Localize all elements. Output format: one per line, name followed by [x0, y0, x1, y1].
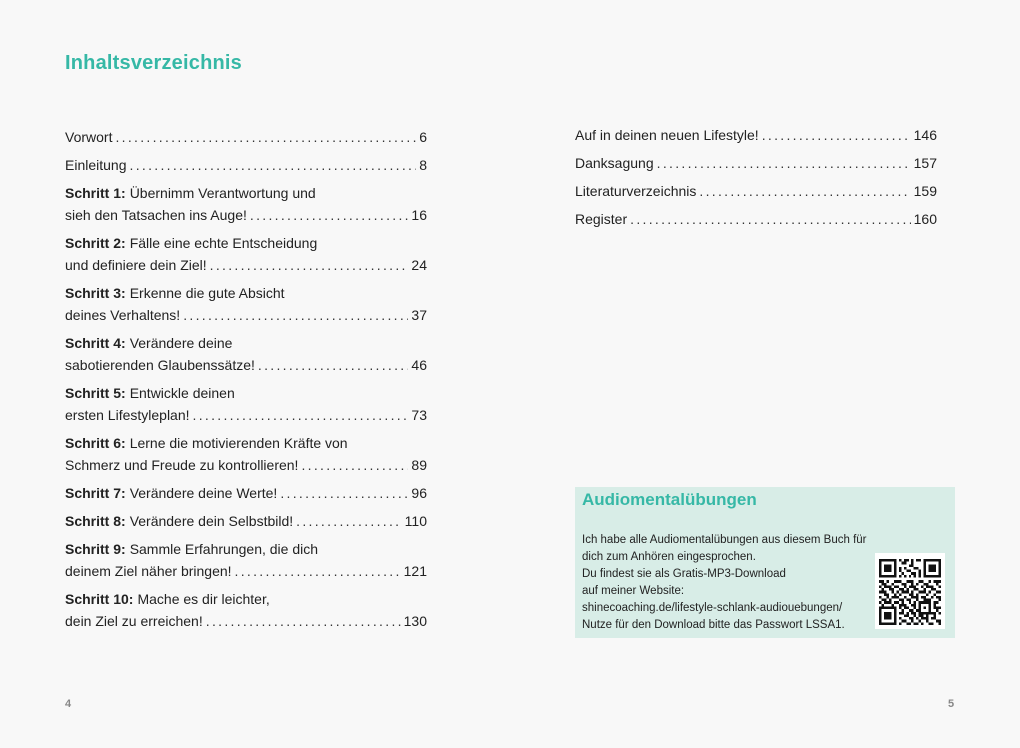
toc-title-text: Schmerz und Freude zu kontrollieren!	[65, 457, 299, 473]
toc-entry[interactable]	[65, 126, 427, 148]
toc-leader-dots	[258, 354, 409, 376]
toc-line	[65, 404, 427, 426]
page-number-right: 5	[948, 698, 955, 710]
audio-text-line: Du findest sie als Gratis-MP3-Download	[582, 568, 786, 580]
toc-entry[interactable]	[65, 510, 427, 532]
toc-leader-dots	[296, 510, 402, 532]
toc-entry[interactable]	[575, 180, 937, 202]
toc-leader-dots	[250, 204, 409, 226]
toc-entry-text	[65, 204, 247, 226]
toc-entry-text	[65, 254, 207, 276]
toc-page-number: 8	[419, 157, 427, 173]
toc-entry-text	[65, 126, 112, 148]
audio-text-line: dich zum Anhören eingesprochen.	[582, 551, 756, 563]
audio-box-title: Audiomentalübungen	[582, 490, 757, 509]
toc-line	[65, 432, 427, 454]
toc-entry[interactable]	[575, 152, 937, 174]
toc-title-text: deinem Ziel näher bringen!	[65, 563, 232, 579]
audio-exercises-box	[575, 487, 955, 638]
toc-step-label: Schritt 9:	[65, 541, 126, 557]
audio-box-text	[582, 532, 867, 634]
toc-leader-dots	[630, 208, 911, 230]
toc-leader-dots	[301, 454, 408, 476]
toc-line	[575, 152, 937, 174]
toc-title-text: Register	[575, 211, 628, 227]
toc-page-number: 159	[913, 183, 937, 199]
toc-entry[interactable]	[65, 332, 427, 376]
toc-title-text: sieh den Tatsachen ins Auge!	[65, 207, 247, 223]
toc-entry-text	[65, 560, 232, 582]
audio-download-link[interactable]: shinecoaching.de/lifestyle-schlank-audiouebungen/	[582, 602, 843, 614]
toc-line	[65, 254, 427, 276]
toc-line	[65, 282, 427, 304]
toc-line	[65, 610, 427, 632]
toc-entry-text	[65, 510, 293, 532]
toc-line	[65, 154, 427, 176]
toc-title-text: Vorwort	[65, 129, 113, 145]
toc-line	[65, 482, 427, 504]
toc-line	[65, 182, 427, 204]
toc-entry-text	[65, 404, 190, 426]
toc-entry[interactable]	[65, 232, 427, 276]
toc-entry[interactable]	[65, 482, 427, 504]
toc-entry[interactable]	[575, 124, 937, 146]
toc-entry-text	[65, 232, 317, 254]
toc-entry[interactable]	[65, 588, 427, 632]
toc-page-number: 46	[411, 357, 427, 373]
toc-title-text: Lerne die motivierenden Kräfte von	[129, 435, 348, 451]
toc-leader-dots	[115, 126, 416, 148]
qr-code-icon	[875, 553, 945, 629]
toc-leader-dots	[280, 482, 408, 504]
toc-list-right	[575, 124, 937, 236]
toc-title-text: Verändere deine Werte!	[129, 485, 278, 501]
toc-page-number: 37	[411, 307, 427, 323]
toc-title-text: Literaturverzeichnis	[575, 183, 697, 199]
toc-entry-text	[575, 152, 654, 174]
toc-title-text: Entwickle deinen	[129, 385, 235, 401]
toc-line	[65, 454, 427, 476]
toc-step-label: Schritt 3:	[65, 285, 126, 301]
toc-leader-dots	[762, 124, 911, 146]
toc-leader-dots	[193, 404, 409, 426]
toc-page-number: 157	[913, 155, 937, 171]
toc-line	[65, 510, 427, 532]
toc-title-text: Mache es dir leichter,	[137, 591, 270, 607]
right-page	[510, 0, 1020, 748]
toc-title-text: und definiere dein Ziel!	[65, 257, 207, 273]
toc-entry-text	[65, 610, 203, 632]
toc-title-text: deines Verhaltens!	[65, 307, 181, 323]
toc-title-text: Danksagung	[575, 155, 654, 171]
toc-page-number: 110	[404, 513, 427, 529]
toc-entry-text	[575, 124, 759, 146]
toc-line	[65, 588, 427, 610]
toc-step-label: Schritt 2:	[65, 235, 126, 251]
toc-line	[65, 354, 427, 376]
toc-page-number: 89	[411, 457, 427, 473]
toc-entry[interactable]	[65, 538, 427, 582]
toc-page-number: 146	[913, 127, 937, 143]
toc-entry-text	[65, 154, 127, 176]
toc-entry-text	[575, 208, 627, 230]
toc-page-number: 130	[403, 613, 427, 629]
toc-step-label: Schritt 10:	[65, 591, 134, 607]
toc-line	[65, 382, 427, 404]
toc-list-left	[65, 126, 427, 638]
toc-entry-text	[65, 182, 316, 204]
toc-entry-text	[65, 282, 285, 304]
toc-page-number: 96	[411, 485, 427, 501]
toc-line	[65, 304, 427, 326]
toc-entry-text	[65, 432, 348, 454]
toc-entry-text	[65, 304, 180, 326]
toc-title-text: sabotierenden Glaubenssätze!	[65, 357, 255, 373]
toc-title-text: dein Ziel zu erreichen!	[65, 613, 203, 629]
toc-line	[575, 124, 937, 146]
toc-title-text: Verändere dein Selbstbild!	[129, 513, 294, 529]
toc-page-number: 121	[403, 563, 427, 579]
toc-title-text: Übernimm Verantwortung und	[129, 185, 316, 201]
toc-line	[575, 208, 937, 230]
toc-leader-dots	[206, 610, 401, 632]
toc-title-text: ersten Lifestyleplan!	[65, 407, 190, 423]
toc-title-text: Fälle eine echte Entscheidung	[129, 235, 318, 251]
toc-leader-dots	[130, 154, 417, 176]
toc-entry-text	[65, 588, 270, 610]
toc-leader-dots	[210, 254, 409, 276]
audio-text-line: Nutze für den Download bitte das Passwort LSSA1.	[582, 619, 845, 631]
toc-entry-text	[65, 482, 277, 504]
toc-page-number: 160	[913, 211, 937, 227]
toc-page-number: 6	[419, 129, 427, 145]
toc-title-text: Auf in deinen neuen Lifestyle!	[575, 127, 759, 143]
toc-entry[interactable]	[65, 282, 427, 326]
toc-title-text: Sammle Erfahrungen, die dich	[129, 541, 319, 557]
toc-entry-text	[65, 382, 235, 404]
page-number-left: 4	[65, 698, 72, 710]
toc-line	[65, 232, 427, 254]
toc-title-text: Einleitung	[65, 157, 127, 173]
toc-line	[575, 180, 937, 202]
toc-line	[65, 204, 427, 226]
toc-title-text: Verändere deine	[129, 335, 233, 351]
toc-leader-dots	[183, 304, 408, 326]
toc-line	[65, 560, 427, 582]
toc-entry[interactable]	[65, 432, 427, 476]
toc-page-number: 16	[411, 207, 427, 223]
toc-step-label: Schritt 1:	[65, 185, 126, 201]
toc-entry-text	[65, 538, 318, 560]
toc-leader-dots	[699, 180, 910, 202]
toc-line	[65, 126, 427, 148]
toc-step-label: Schritt 7:	[65, 485, 126, 501]
toc-entry-text	[65, 332, 232, 354]
toc-line	[65, 538, 427, 560]
toc-entry-text	[65, 454, 298, 476]
toc-leader-dots	[657, 152, 911, 174]
toc-entry-text	[575, 180, 696, 202]
toc-page-number: 73	[411, 407, 427, 423]
toc-leader-dots	[235, 560, 401, 582]
toc-step-label: Schritt 8:	[65, 513, 126, 529]
toc-entry[interactable]	[65, 182, 427, 226]
toc-title-text: Erkenne die gute Absicht	[129, 285, 285, 301]
toc-entry[interactable]	[65, 154, 427, 176]
toc-step-label: Schritt 5:	[65, 385, 126, 401]
toc-line	[65, 332, 427, 354]
audio-text-line: Ich habe alle Audiomentalübungen aus diesem Buch für	[582, 534, 867, 546]
toc-step-label: Schritt 6:	[65, 435, 126, 451]
toc-page-number: 24	[411, 257, 427, 273]
toc-step-label: Schritt 4:	[65, 335, 126, 351]
toc-entry-text	[65, 354, 255, 376]
audio-text-line: auf meiner Website:	[582, 585, 685, 597]
toc-entry[interactable]	[575, 208, 937, 230]
toc-title: Inhaltsverzeichnis	[65, 52, 242, 74]
toc-entry[interactable]	[65, 382, 427, 426]
